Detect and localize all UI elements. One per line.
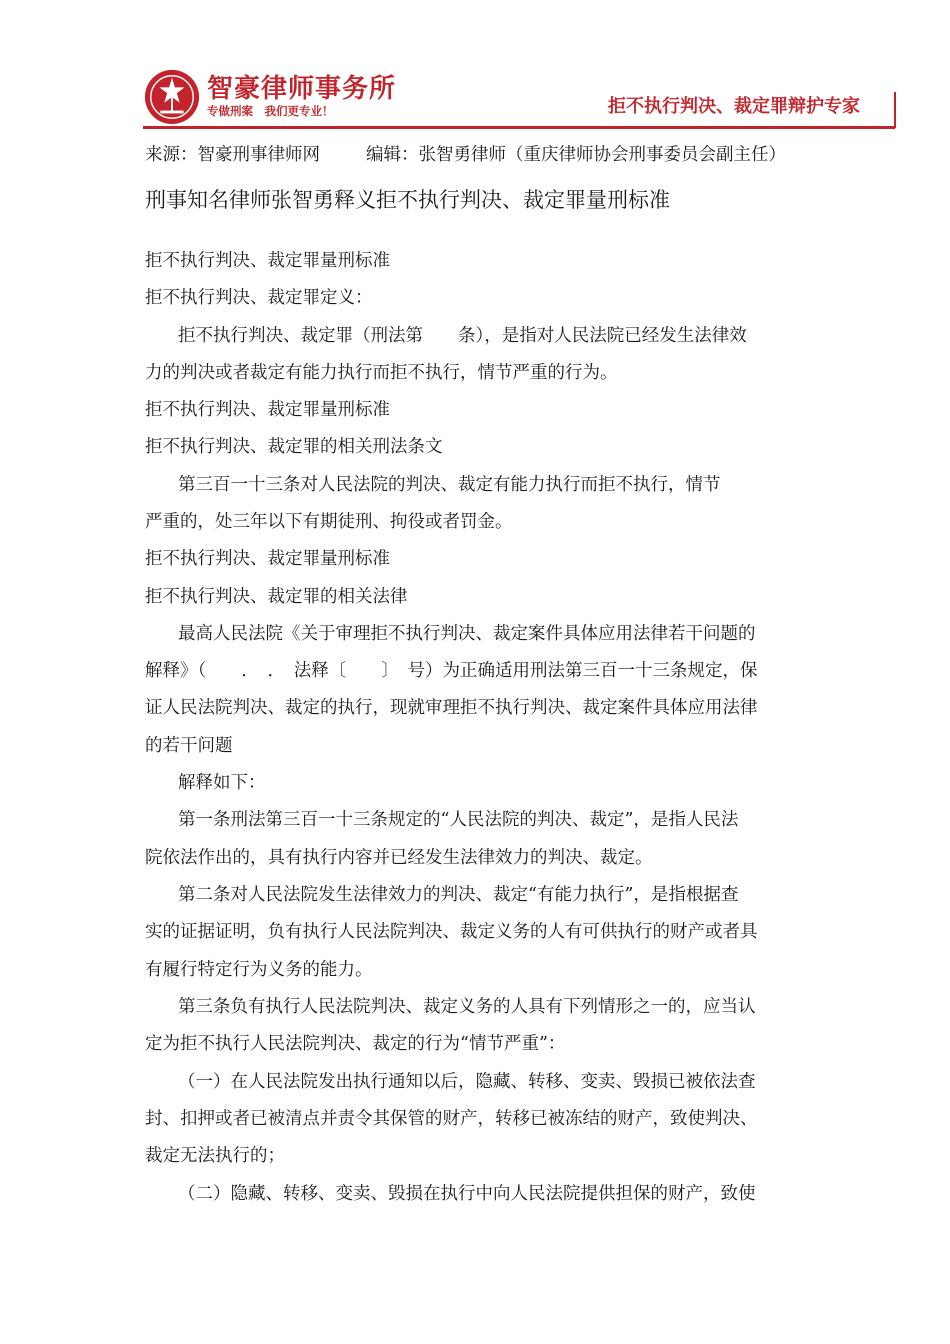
paragraph-line: 拒不执行判决、裁定罪（刑法第 条），是指对人民法院已经发生法律效	[178, 326, 747, 346]
firm-name: 智豪律师事务所	[207, 74, 397, 104]
paragraph-line: 解释如下：	[178, 773, 266, 793]
editor-text: 编辑：张智勇律师（重庆律师协会刑事委员会副主任）	[366, 145, 786, 165]
heading-line: 拒不执行判决、裁定罪量刑标准	[145, 549, 390, 569]
header-divider	[143, 126, 895, 129]
paragraph-line: 证人民法院判决、裁定的执行，现就审理拒不执行判决、裁定案件具体应用法律	[145, 698, 758, 718]
paragraph-line: 实的证据证明，负有执行人民法院判决、裁定义务的人有可供执行的财产或者具	[145, 922, 758, 942]
heading-line: 拒不执行判决、裁定罪量刑标准	[145, 400, 390, 420]
paragraph-line: （二）隐藏、转移、变卖、毁损在执行中向人民法院提供担保的财产，致使	[178, 1184, 756, 1204]
firm-slogan: 专做刑案 我们更专业！	[207, 104, 334, 118]
heading-line: 拒不执行判决、裁定罪的相关法律	[145, 587, 408, 607]
paragraph-line: 力的判决或者裁定有能力执行而拒不执行，情节严重的行为。	[145, 363, 618, 383]
heading-line: 拒不执行判决、裁定罪量刑标准	[145, 251, 390, 271]
paragraph-line: 裁定无法执行的；	[145, 1146, 285, 1166]
paragraph-line: 最高人民法院《关于审理拒不执行判决、裁定案件具体应用法律若干问题的	[178, 624, 756, 644]
paragraph-line: 严重的，处三年以下有期徒刑、拘役或者罚金。	[145, 512, 513, 532]
heading-line: 拒不执行判决、裁定罪的相关刑法条文	[145, 437, 443, 457]
source-line	[145, 143, 815, 167]
paragraph-line: 解释》（ ． ． 法释〔 〕 号）为正确适用刑法第三百一十三条规定，保	[145, 661, 758, 681]
header-tagline: 拒不执行判决、裁定罪辩护专家	[608, 96, 860, 117]
source-text: 来源：智豪刑事律师网	[145, 145, 320, 165]
paragraph-line: 有履行特定行为义务的能力。	[145, 960, 373, 980]
paragraph-line: 第二条对人民法院发生法律效力的判决、裁定“有能力执行”，是指根据查	[178, 885, 739, 905]
page-header	[0, 0, 950, 140]
paragraph-line: （一）在人民法院发出执行通知以后，隐藏、转移、变卖、毁损已被依法查	[178, 1072, 756, 1092]
paragraph-line: 的若干问题	[145, 736, 233, 756]
paragraph-line: 定为拒不执行人民法院判决、裁定的行为“情节严重”：	[145, 1034, 566, 1054]
paragraph-line: 院依法作出的，具有执行内容并已经发生法律效力的判决、裁定。	[145, 848, 653, 868]
paragraph-line: 第三条负有执行人民法院判决、裁定义务的人具有下列情形之一的，应当认	[178, 997, 756, 1017]
scales-emblem-icon	[143, 68, 201, 126]
paragraph-line: 第三百一十三条对人民法院的判决、裁定有能力执行而拒不执行，情节	[178, 475, 721, 495]
paragraph-line: 第一条刑法第三百一十三条规定的“人民法院的判决、裁定”，是指人民法	[178, 810, 739, 830]
article-title: 刑事知名律师张智勇释义拒不执行判决、裁定罪量刑标准	[145, 188, 670, 212]
header-divider-end	[894, 92, 896, 128]
heading-line: 拒不执行判决、裁定罪定义：	[145, 288, 373, 308]
paragraph-line: 封、扣押或者已被清点并责令其保管的财产，转移已被冻结的财产，致使判决、	[145, 1109, 758, 1129]
